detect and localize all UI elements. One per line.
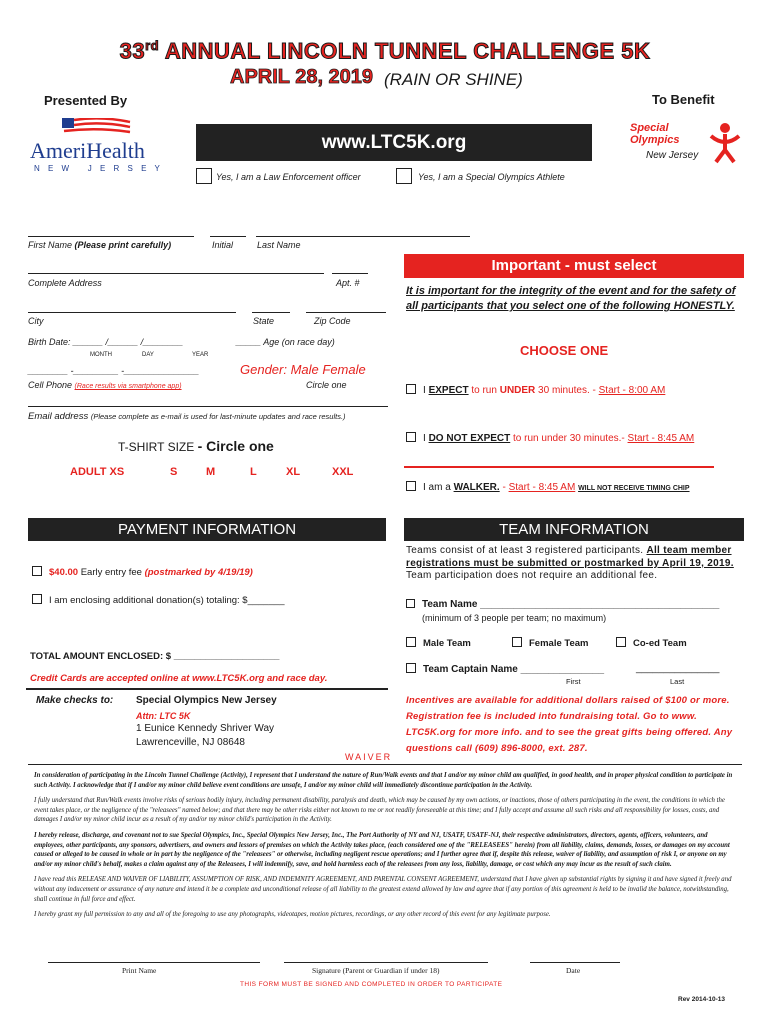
birth-date-field[interactable]: Birth Date: ______ /______ /________ [28,337,184,347]
important-text: It is important for the integrity of the event and for the safety of all participants that you select one of the following HONESTLY. [406,285,736,312]
payee-name: Special Olympics New Jersey [136,695,277,706]
apt-line[interactable] [332,273,368,274]
incentives-note: Incentives are available for additional dollars raised of $100 or more. Registration fee is included into fundraising total. Go to www. LTC5K.org for more info. and to see the great gifts being offered. Any questions call (609) 896-8000, ext. 287. [406,695,733,754]
female-team-option[interactable]: Female Team [512,637,589,649]
team-captain-field[interactable]: Team Captain Name _______________ [406,663,604,675]
waiver-text [34,771,738,926]
age-field[interactable]: _____ Age (on race day) [236,337,335,347]
address-label: Complete Address [28,278,102,288]
team-captain-last-field[interactable]: _______________ [636,663,720,674]
waiver-heading: WAIVER [345,752,393,762]
tshirt-label: T-SHIRT SIZE - Circle one [118,438,274,454]
event-title: 33rd ANNUAL LINCOLN TUNNEL CHALLENGE 5K [119,38,651,64]
amerihealth-logo: AmeriHealth N E W J E R S E Y [30,116,150,178]
state-line[interactable] [252,312,290,313]
waiver-p3: I hereby release, discharge, and covenant not to sue Special Olympics, Inc., Special Olympics New Jersey, Inc., The Port Authority of NY and NJ, USATF, USATF-NJ, their respective administrators, directors, agents, officers, volunteers, and employees, other participants, any sponsors, advertisers, and owners and lessors of premises on which the Activity takes place, (each considered one of the "RELEASEES" herein) from all liability, claims, demands, losses, or damages on my account caused or alleged to be caused in whole or in part by the negligence of the "releasees" or otherwise, including negligent rescue operations; and I further agree that if, despite this release, waiver of liability, and assumption of risk I, or anyone on my and/or my minor child's behalf, makes a claim against any of the Releasees, I will indemnify, save, and hold harmless each of the releasees from any loss, liability, damage, or cost which any may incur as the result of such claim. [34,831,730,868]
male-team-checkbox[interactable] [406,637,416,647]
day-label: DAY [142,352,154,358]
waiver-p1: In consideration of participating in the Lincoln Tunnel Challenge (Activity), I represent that I understand the nature of Run/Walk events and that I and/or my minor child am qualified, in good health, and in proper physical condition to participate in such Activity. I acknowledge that if I and/or my minor child believe event conditions are unsafe, I and/or my minor child will immediately discontinue participation in the Activity. [34,772,733,789]
city-label: City [28,316,44,326]
coed-team-checkbox[interactable] [616,637,626,647]
event-date: APRIL 28, 2019 [230,66,374,88]
special-olympics-logo: Special Olympics New Jersey [628,120,748,170]
must-sign-note: THIS FORM MUST BE SIGNED AND COMPLETED IN ORDER TO PARTICIPATE [240,981,503,988]
flag-icon [62,118,132,138]
option-over-30[interactable]: I DO NOT EXPECT to run under 30 minutes.- Start - 8:45 AM [406,432,694,444]
team-name-checkbox[interactable] [406,599,415,608]
email-line[interactable] [28,406,388,407]
donation-row[interactable]: I am enclosing additional donation(s) totaling: $_______ [32,594,285,606]
waiver-divider [28,764,742,765]
captain-first-label: First [566,677,581,686]
payment-banner: PAYMENT INFORMATION [28,518,386,541]
team-captain-checkbox[interactable] [406,663,416,673]
city-line[interactable] [28,312,236,313]
law-enforcement-checkbox[interactable] [196,168,212,184]
size-s[interactable]: S [170,466,178,478]
date-label: Date [566,966,581,975]
cell-phone-label: Cell Phone (Race results via smartphone app) [28,380,182,390]
address-line[interactable] [28,273,324,274]
month-label: MONTH [90,352,112,358]
signature-line[interactable] [284,962,488,963]
gender-circle-label: Circle one [306,380,347,390]
payee-attn: Attn: LTC 5K [136,711,191,721]
print-name-label: Print Name [122,966,157,975]
rain-or-shine: (RAIN OR SHINE) [384,70,523,89]
first-name-label: First Name (Please print carefully) [28,240,172,250]
divider [404,466,714,468]
captain-last-label: Last [670,677,685,686]
gender-field[interactable]: Gender: Male Female [240,362,366,377]
phone-field[interactable]: ________ -_________ -_______________ [28,366,200,376]
email-label: Email address (Please complete as e-mail is used for last-minute updates and race results.) [28,411,346,422]
payee-address-2: Lawrenceville, NJ 08648 [136,737,245,748]
athlete-checkbox[interactable] [396,168,412,184]
female-team-checkbox[interactable] [512,637,522,647]
option-walker[interactable]: I am a WALKER. - Start - 8:45 AM WILL NOT RECEIVE TIMING CHIP [406,481,690,493]
option-under-30-checkbox[interactable] [406,384,416,394]
zip-label: Zip Code [314,316,351,326]
male-team-option[interactable]: Male Team [406,637,471,649]
print-name-line[interactable] [48,962,260,963]
presented-by-label: Presented By [44,93,128,108]
waiver-p2: I fully understand that Run/Walk events involve risks of serious bodily injury, including permanent disability, paralysis and death, which may be caused by my own actions, or inactions, those of others participating in the event, the conditions in which the event takes place, or the negligence of the "releasees" named below; and that there may be other risks either not known to me or not readily foreseeable at this time; and I fully accept and assume all such risks and all responsibility for losses, costs, and damages I and/or my minor child incur as a result of my and/or my minor child's participation in the Activity. [34,797,725,824]
zip-line[interactable] [306,312,386,313]
entry-fee-row[interactable]: $40.00 Early entry fee (postmarked by 4/19/19) [32,566,253,578]
option-over-30-checkbox[interactable] [406,432,416,442]
choose-one-label: CHOOSE ONE [520,343,609,358]
team-min-note: (minimum of 3 people per team; no maximum) [422,613,607,623]
size-m[interactable]: M [206,466,216,478]
waiver-p4: I have read this RELEASE AND WAIVER OF LIABILITY, ASSUMPTION OF RISK, AND INDEMNITY AGREEMENT, AND PARENTAL CONSENT AGREEMENT, understand that I have given up substantial rights by signing it and have signed it freely and without any inducement or assurance of any nature and intend it be a complete and unconditional release of all liability to the greatest extend allowed by law and agree that if any portion of this agreement is held to be invalid the balance, notwithstanding, shall continue in full force and effect. [34,876,732,903]
total-enclosed[interactable]: TOTAL AMOUNT ENCLOSED: $ ____________________ [30,651,280,662]
option-under-30[interactable]: I EXPECT to run UNDER 30 minutes. - Start - 8:00 AM [406,384,665,396]
option-walker-checkbox[interactable] [406,481,416,491]
date-line[interactable] [530,962,620,963]
team-name-field[interactable]: Team Name ___________________________________________ [406,599,719,610]
coed-team-option[interactable]: Co-ed Team [616,637,687,649]
team-banner: TEAM INFORMATION [404,518,744,541]
year-label: YEAR [192,352,209,358]
waiver-p5: I hereby grant my full permission to any and all of the foregoing to use any photographs, videotapes, motion pictures, recordings, or any other record of this event for any legitimate purpose. [34,911,551,919]
apt-label: Apt. # [336,278,360,288]
to-benefit-label: To Benefit [652,92,715,107]
initial-label: Initial [212,240,234,250]
team-intro: Teams consist of at least 3 registered participants. All team member registrations must be submitted or postmarked by April 19, 2019. Team participation does not require an additional fee. [406,545,734,582]
donation-checkbox[interactable] [32,594,42,604]
state-label: State [253,316,275,326]
first-name-line[interactable] [28,236,194,237]
website-banner[interactable]: www.LTC5K.org [196,124,592,161]
important-banner: Important - must select [404,254,744,278]
payee-address-1: 1 Eunice Kennedy Shriver Way [136,723,275,734]
signature-label: Signature (Parent or Guardian if under 18) [312,966,440,975]
athlete-label: Yes, I am a Special Olympics Athlete [418,172,565,182]
credit-card-note: Credit Cards are accepted online at www.LTC5K.org and race day. [30,673,328,684]
size-xl[interactable]: XL [286,466,301,478]
size-adult-xs[interactable]: ADULT XS [70,466,125,478]
make-checks-label: Make checks to: [36,695,114,706]
entry-fee-checkbox[interactable] [32,566,42,576]
law-enforcement-label: Yes, I am a Law Enforcement officer [216,172,361,182]
initial-line[interactable] [210,236,246,237]
special-olympics-emblem-icon [708,120,742,164]
size-l[interactable]: L [250,466,257,478]
size-xxl[interactable]: XXL [332,466,354,478]
payment-divider [26,688,388,690]
last-name-label: Last Name [257,240,301,250]
revision-label: Rev 2014-10-13 [678,996,725,1003]
last-name-line[interactable] [256,236,470,237]
